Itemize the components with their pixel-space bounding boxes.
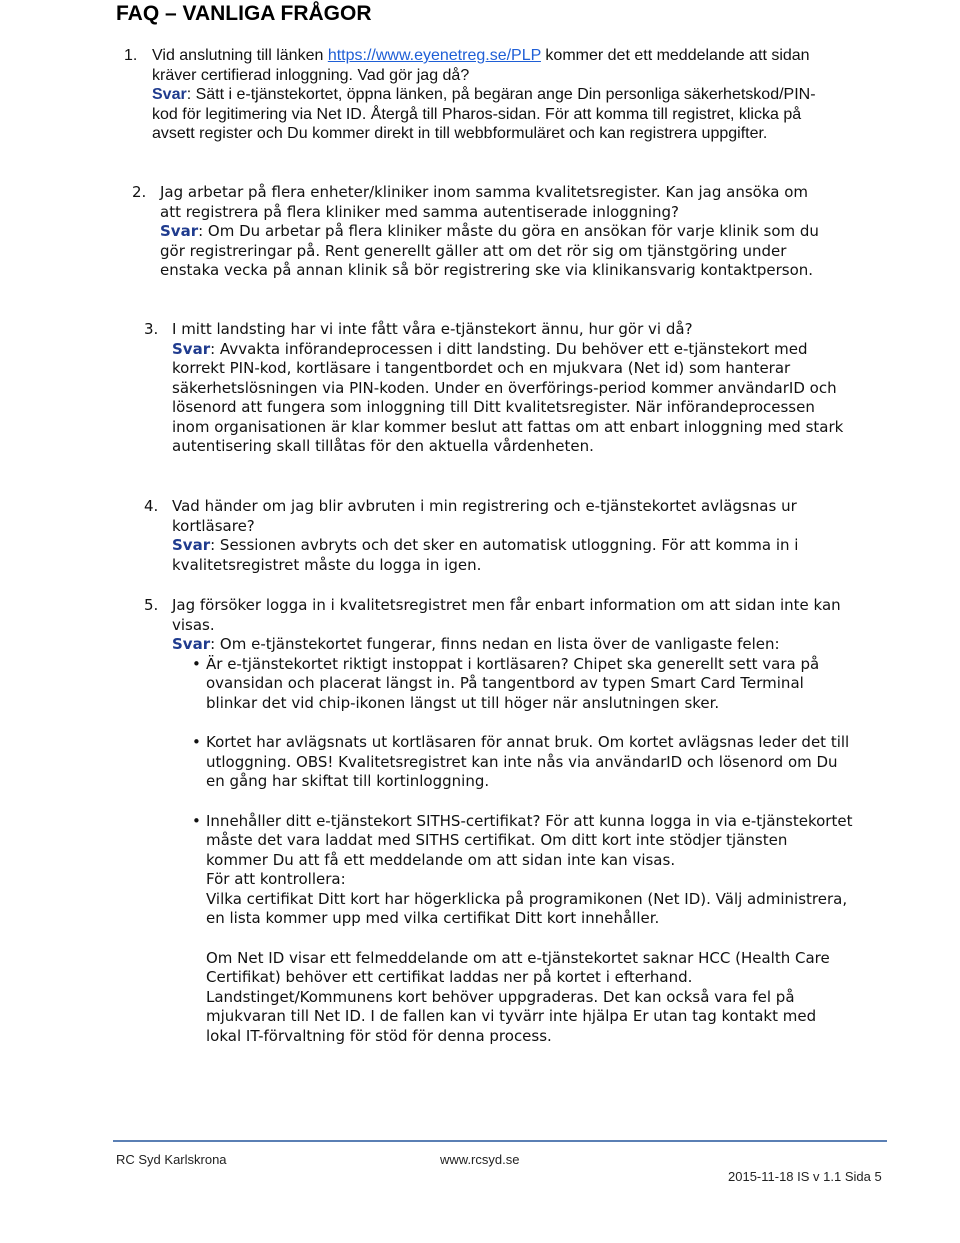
check-heading: För att kontrollera: [206, 870, 346, 888]
faq-item-4 [144, 497, 844, 575]
answer-text: : Om Du arbetar på flera kliniker måste du göra en ansökan för varje klinik som du gör registreringar på. Rent generellt gäller att om det rör sig om tjänstgöring under enstaka vecka på annan klinik så bör registrering ske via klinikansvarig kontaktperson. [160, 222, 819, 279]
item-number: 1. [124, 47, 138, 64]
faq-body [172, 497, 844, 575]
svar-label: Svar [172, 536, 211, 554]
footer-divider [113, 1140, 887, 1142]
svar-label: Svar [152, 86, 187, 103]
svar-label: Svar [172, 339, 211, 358]
answer-text: : Avvakta införandeprocessen i ditt landsting. Du behöver ett e-tjänstekort med korrekt PIN-kod, kortläsare i tangentbordet och en mjukvara (Net id) som hanterar säkerhetslösningen via PIN-koden. Under en överförings-period kommer användarID och lösenord att fungera som inloggning till Ditt kvalitetsregister. När införandeprocessen inom organisationen är klar kommer beslut att fattas om att enbart inloggning med stark autentisering skall tillåtas för den aktuella vårdenheten. [172, 339, 844, 455]
bullet-icon: • [192, 733, 201, 751]
svar-label: Svar [172, 635, 211, 653]
list-item [178, 655, 854, 714]
item-number: 4. [144, 497, 159, 515]
list-item-text: Kortet har avlägsnats ut kortläsaren för annat bruk. Om kortet avlägsnas leder det till utloggning. OBS! Kvalitetsregistret kan inte nås via användarID och lösenord om Du en gång har skiftat till kortinloggning. [206, 733, 850, 790]
list-item [178, 812, 854, 1047]
question-text: I mitt landsting har vi inte fått våra e-tjänstekort ännu, hur gör vi då? [172, 320, 693, 338]
footer-org: RC Syd Karlskrona [116, 1152, 227, 1167]
faq-body [172, 320, 844, 457]
bullet-icon: • [192, 811, 201, 830]
faq-body [160, 183, 832, 281]
eyenetreg-link[interactable]: https://www.eyenetreg.se/PLP [327, 47, 541, 64]
item-number: 5. [144, 596, 159, 614]
check-text: Vilka certifikat Ditt kort har högerklicka på programikonen (Net ID). Välj administrera, en lista kommer upp med vilka certifikat Ditt kort innehåller. [206, 889, 848, 927]
svar-label: Svar [160, 222, 199, 240]
hcc-text: Om Net ID visar ett felmeddelande om att e-tjänstekortet saknar HCC (Health Care Certifikat) behöver ett certifikat laddas ner på kortet i efterhand. Landstinget/Kommunens kort behöver uppgraderas. Det kan också vara fel på mjukvaran till Net ID. I de fallen kan vi tyvärr inte hjälpa Er utan tag kontakt med lokal IT-förvaltning för stöd för denna process. [206, 948, 830, 1045]
question-text: Vid anslutning till länken [152, 47, 328, 64]
footer-meta: 2015-11-18 IS v 1.1 Sida 5 [728, 1169, 882, 1184]
question-text: Vad händer om jag blir avbruten i min registrering och e-tjänstekortet avlägsnas ur kortläsare? [172, 497, 797, 535]
faq-item-3 [144, 320, 844, 457]
answer-text: : Sätt i e-tjänstekortet, öppna länken, på begäran ange Din personliga säkerhetskod/PIN-kod för legitimering via Net ID. Återgå till Pharos-sidan. För att komma till registret, klicka på avsett register och Du kommer direkt in till webbformuläret och kan registrera uppgifter. [152, 86, 816, 142]
faq-body [172, 596, 854, 655]
faq-item-1 [124, 46, 824, 144]
answer-text: : Om e-tjänstekortet fungerar, finns nedan en lista över de vanligaste felen: [210, 635, 780, 653]
faq-item-5 [144, 596, 854, 1046]
item-number: 3. [144, 320, 159, 338]
bullet-icon: • [192, 654, 201, 673]
list-item-text: Är e-tjänstekortet riktigt instoppat i kortläsaren? Chipet ska generellt sett vara på ovansidan och placerat längst in. På tangentbord av typen Smart Card Terminal blinkar det vid chip-ikonen längst ut till höger när anslutningen sker. [206, 654, 820, 712]
question-text: Jag arbetar på flera enheter/kliniker inom samma kvalitetsregister. Kan jag ansöka om att registrera på flera kliniker med samma autentiserade inloggning? [160, 183, 808, 221]
footer-site-link[interactable]: www.rcsyd.se [440, 1152, 520, 1167]
question-text: Jag försöker logga in i kvalitetsregistret men får enbart information om att sidan inte kan visas. [172, 596, 841, 634]
question-text-cont: kommer det ett meddelande att sidan kräver certifierad inloggning. Vad gör jag då? [152, 47, 810, 84]
list-item [178, 733, 854, 792]
faq-body [152, 46, 824, 144]
answer-text: : Sessionen avbryts och det sker en automatisk utloggning. För att komma in i kvalitetsregistret måste du logga in igen. [172, 536, 799, 574]
faq-item-2 [132, 183, 832, 281]
item-number: 2. [132, 183, 147, 201]
list-item-text: Innehåller ditt e-tjänstekort SITHS-certifikat? För att kunna logga in via e-tjänstekortet måste det vara laddat med SITHS certifikat. Om ditt kort inte stödjer tjänsten kommer Du att få ett meddelande om att sidan inte kan visas. [206, 811, 853, 869]
page-title: FAQ – VANLIGA FRÅGOR [116, 2, 372, 25]
